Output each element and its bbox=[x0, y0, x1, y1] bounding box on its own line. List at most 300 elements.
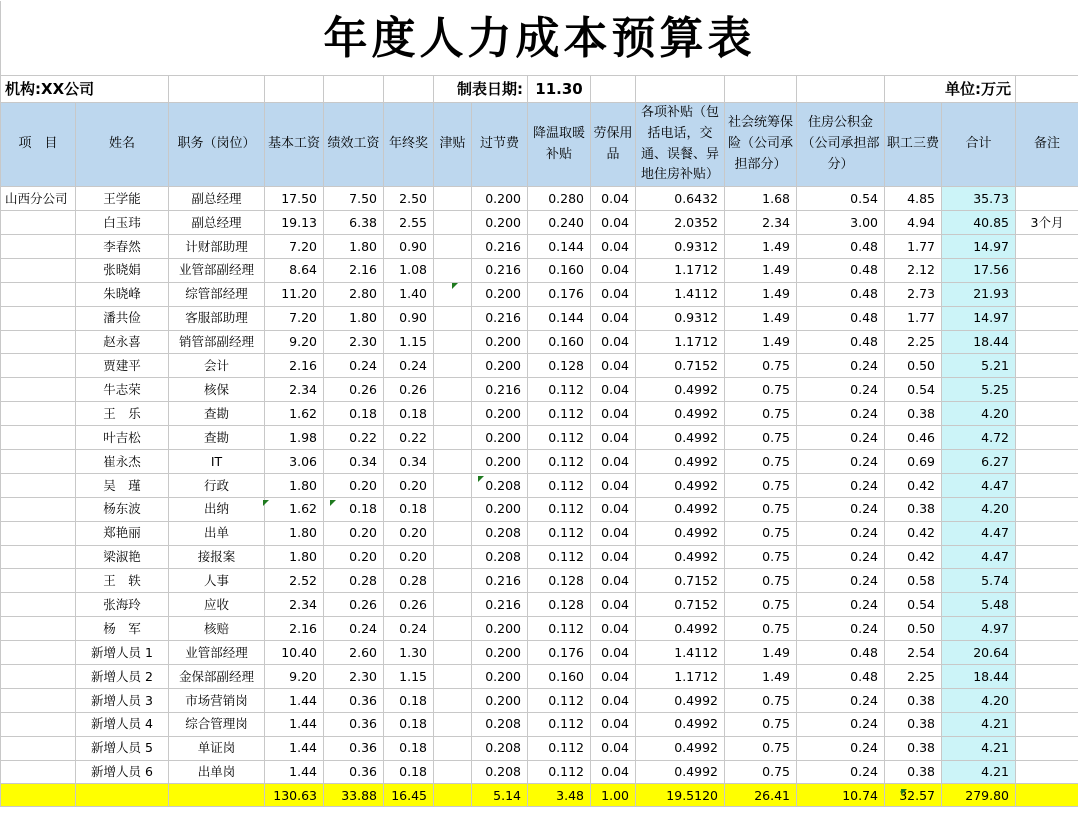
table-cell[interactable]: 0.04 bbox=[591, 569, 636, 593]
table-cell[interactable]: 0.240 bbox=[528, 211, 591, 235]
table-cell[interactable]: 2.25 bbox=[885, 665, 942, 689]
table-cell[interactable]: 新增人员 3 bbox=[76, 688, 169, 712]
table-cell[interactable]: 1.77 bbox=[885, 234, 942, 258]
total-cell[interactable]: 5.48 bbox=[942, 593, 1016, 617]
table-cell[interactable] bbox=[434, 736, 472, 760]
table-cell[interactable] bbox=[1, 306, 76, 330]
table-cell[interactable]: 2.55 bbox=[384, 211, 434, 235]
empty-cell[interactable] bbox=[636, 76, 725, 103]
table-cell[interactable]: 0.38 bbox=[885, 760, 942, 784]
table-cell[interactable]: 0.75 bbox=[725, 497, 797, 521]
table-cell[interactable]: 1.77 bbox=[885, 306, 942, 330]
date-label[interactable]: 制表日期: bbox=[434, 76, 528, 103]
table-cell[interactable]: 0.90 bbox=[384, 234, 434, 258]
total-cell[interactable]: 4.21 bbox=[942, 760, 1016, 784]
column-header[interactable]: 备注 bbox=[1016, 103, 1078, 187]
table-cell[interactable] bbox=[1016, 593, 1078, 617]
table-cell[interactable]: 接报案 bbox=[169, 545, 265, 569]
table-cell[interactable]: 0.75 bbox=[725, 688, 797, 712]
empty-cell[interactable] bbox=[169, 76, 265, 103]
table-cell[interactable] bbox=[169, 784, 265, 807]
table-cell[interactable]: 0.200 bbox=[472, 449, 528, 473]
table-cell[interactable] bbox=[1, 497, 76, 521]
total-cell[interactable]: 5.74 bbox=[942, 569, 1016, 593]
table-cell[interactable]: 0.22 bbox=[384, 426, 434, 450]
table-cell[interactable]: 金保部副经理 bbox=[169, 665, 265, 689]
table-cell[interactable]: 26.41 bbox=[725, 784, 797, 807]
table-cell[interactable]: 0.54 bbox=[885, 378, 942, 402]
table-cell[interactable]: 0.38 bbox=[885, 712, 942, 736]
table-cell[interactable]: 1.62 bbox=[265, 497, 324, 521]
table-cell[interactable] bbox=[434, 712, 472, 736]
table-cell[interactable]: 19.13 bbox=[265, 211, 324, 235]
table-cell[interactable]: 0.24 bbox=[797, 449, 885, 473]
table-cell[interactable]: 1.44 bbox=[265, 712, 324, 736]
table-cell[interactable]: 0.38 bbox=[885, 736, 942, 760]
table-cell[interactable]: 0.216 bbox=[472, 258, 528, 282]
table-cell[interactable]: 0.112 bbox=[528, 449, 591, 473]
table-cell[interactable]: 0.18 bbox=[384, 688, 434, 712]
table-cell[interactable]: 0.20 bbox=[384, 473, 434, 497]
table-cell[interactable]: 0.75 bbox=[725, 378, 797, 402]
table-cell[interactable] bbox=[1, 760, 76, 784]
table-cell[interactable]: 综合管理岗 bbox=[169, 712, 265, 736]
table-cell[interactable]: 王 乐 bbox=[76, 402, 169, 426]
table-cell[interactable]: 0.112 bbox=[528, 760, 591, 784]
table-cell[interactable]: 0.200 bbox=[472, 282, 528, 306]
table-cell[interactable]: 1.00 bbox=[591, 784, 636, 807]
table-cell[interactable]: 2.60 bbox=[324, 641, 384, 665]
table-cell[interactable]: 0.04 bbox=[591, 593, 636, 617]
table-cell[interactable]: 0.176 bbox=[528, 641, 591, 665]
table-cell[interactable]: 0.54 bbox=[797, 187, 885, 211]
table-cell[interactable] bbox=[1, 282, 76, 306]
table-cell[interactable]: 0.128 bbox=[528, 569, 591, 593]
table-cell[interactable]: 0.216 bbox=[472, 378, 528, 402]
table-cell[interactable]: 0.112 bbox=[528, 688, 591, 712]
table-cell[interactable]: 0.50 bbox=[885, 617, 942, 641]
table-cell[interactable]: 0.4992 bbox=[636, 497, 725, 521]
total-cell[interactable]: 4.47 bbox=[942, 473, 1016, 497]
table-cell[interactable]: 0.20 bbox=[384, 521, 434, 545]
table-cell[interactable]: 0.280 bbox=[528, 187, 591, 211]
table-cell[interactable]: 0.24 bbox=[797, 760, 885, 784]
table-cell[interactable]: 0.112 bbox=[528, 378, 591, 402]
table-cell[interactable]: 新增人员 2 bbox=[76, 665, 169, 689]
table-cell[interactable]: 潘共俭 bbox=[76, 306, 169, 330]
table-cell[interactable]: 出单 bbox=[169, 521, 265, 545]
table-cell[interactable]: 0.160 bbox=[528, 258, 591, 282]
table-cell[interactable] bbox=[1, 617, 76, 641]
table-cell[interactable]: 0.18 bbox=[324, 402, 384, 426]
table-cell[interactable]: 业管部副经理 bbox=[169, 258, 265, 282]
table-cell[interactable]: 0.58 bbox=[885, 569, 942, 593]
table-cell[interactable] bbox=[76, 784, 169, 807]
table-cell[interactable]: 0.9312 bbox=[636, 306, 725, 330]
table-cell[interactable]: 张海玲 bbox=[76, 593, 169, 617]
table-cell[interactable]: 0.24 bbox=[797, 473, 885, 497]
table-cell[interactable]: 0.34 bbox=[384, 449, 434, 473]
table-cell[interactable] bbox=[1016, 473, 1078, 497]
table-cell[interactable]: 0.28 bbox=[324, 569, 384, 593]
table-cell[interactable] bbox=[1016, 784, 1078, 807]
table-cell[interactable]: 3.48 bbox=[528, 784, 591, 807]
table-cell[interactable]: 朱晓峰 bbox=[76, 282, 169, 306]
table-cell[interactable]: 2.16 bbox=[265, 354, 324, 378]
table-cell[interactable] bbox=[434, 473, 472, 497]
table-cell[interactable]: 1.49 bbox=[725, 641, 797, 665]
table-cell[interactable]: 0.7152 bbox=[636, 593, 725, 617]
table-cell[interactable]: 0.160 bbox=[528, 330, 591, 354]
table-cell[interactable]: 0.04 bbox=[591, 665, 636, 689]
table-cell[interactable]: 0.90 bbox=[384, 306, 434, 330]
table-cell[interactable]: 0.200 bbox=[472, 641, 528, 665]
table-cell[interactable]: 1.15 bbox=[384, 665, 434, 689]
table-cell[interactable]: 0.24 bbox=[797, 354, 885, 378]
table-cell[interactable]: 0.200 bbox=[472, 330, 528, 354]
table-cell[interactable]: 0.04 bbox=[591, 497, 636, 521]
column-header[interactable]: 年终奖 bbox=[384, 103, 434, 187]
table-cell[interactable]: 0.36 bbox=[324, 712, 384, 736]
table-cell[interactable] bbox=[434, 234, 472, 258]
table-cell[interactable]: 130.63 bbox=[265, 784, 324, 807]
table-cell[interactable]: 0.22 bbox=[324, 426, 384, 450]
table-cell[interactable]: 0.200 bbox=[472, 497, 528, 521]
table-cell[interactable]: 副总经理 bbox=[169, 211, 265, 235]
table-cell[interactable]: 0.200 bbox=[472, 354, 528, 378]
empty-cell[interactable] bbox=[797, 76, 885, 103]
table-cell[interactable]: 0.04 bbox=[591, 473, 636, 497]
table-cell[interactable]: 8.64 bbox=[265, 258, 324, 282]
table-cell[interactable]: 2.50 bbox=[384, 187, 434, 211]
table-cell[interactable]: 0.200 bbox=[472, 617, 528, 641]
table-cell[interactable]: 0.200 bbox=[472, 187, 528, 211]
table-cell[interactable]: 核保 bbox=[169, 378, 265, 402]
table-cell[interactable]: 0.208 bbox=[472, 473, 528, 497]
table-cell[interactable]: 0.200 bbox=[472, 688, 528, 712]
table-cell[interactable] bbox=[1016, 760, 1078, 784]
table-cell[interactable]: 白玉玮 bbox=[76, 211, 169, 235]
table-cell[interactable] bbox=[1, 211, 76, 235]
table-cell[interactable]: 0.18 bbox=[324, 497, 384, 521]
table-cell[interactable]: 0.112 bbox=[528, 617, 591, 641]
table-cell[interactable]: 0.04 bbox=[591, 688, 636, 712]
table-cell[interactable]: 0.48 bbox=[797, 282, 885, 306]
total-cell[interactable]: 40.85 bbox=[942, 211, 1016, 235]
table-cell[interactable]: 0.20 bbox=[324, 473, 384, 497]
table-cell[interactable]: 单证岗 bbox=[169, 736, 265, 760]
table-cell[interactable]: 2.16 bbox=[324, 258, 384, 282]
table-cell[interactable] bbox=[434, 521, 472, 545]
table-cell[interactable] bbox=[1016, 402, 1078, 426]
table-cell[interactable]: 0.18 bbox=[384, 736, 434, 760]
total-cell[interactable]: 4.20 bbox=[942, 688, 1016, 712]
table-cell[interactable] bbox=[1016, 736, 1078, 760]
total-cell[interactable]: 18.44 bbox=[942, 330, 1016, 354]
table-cell[interactable] bbox=[1, 473, 76, 497]
table-cell[interactable]: 0.36 bbox=[324, 688, 384, 712]
table-cell[interactable] bbox=[434, 593, 472, 617]
table-cell[interactable]: 0.36 bbox=[324, 736, 384, 760]
table-cell[interactable]: 查勘 bbox=[169, 402, 265, 426]
table-cell[interactable] bbox=[434, 378, 472, 402]
table-cell[interactable]: 0.24 bbox=[324, 617, 384, 641]
table-cell[interactable]: 0.18 bbox=[384, 712, 434, 736]
table-cell[interactable]: 0.24 bbox=[797, 736, 885, 760]
table-cell[interactable]: 副总经理 bbox=[169, 187, 265, 211]
empty-cell[interactable] bbox=[725, 76, 797, 103]
table-cell[interactable] bbox=[1016, 234, 1078, 258]
table-cell[interactable] bbox=[434, 187, 472, 211]
column-header[interactable]: 绩效工资 bbox=[324, 103, 384, 187]
total-cell[interactable]: 4.21 bbox=[942, 712, 1016, 736]
table-cell[interactable]: 吴 瑾 bbox=[76, 473, 169, 497]
table-cell[interactable] bbox=[1016, 354, 1078, 378]
table-cell[interactable] bbox=[434, 665, 472, 689]
table-cell[interactable] bbox=[1016, 545, 1078, 569]
table-cell[interactable] bbox=[434, 354, 472, 378]
table-cell[interactable]: 1.40 bbox=[384, 282, 434, 306]
table-cell[interactable]: 0.75 bbox=[725, 449, 797, 473]
table-cell[interactable]: 崔永杰 bbox=[76, 449, 169, 473]
table-cell[interactable]: 10.40 bbox=[265, 641, 324, 665]
table-cell[interactable]: 7.50 bbox=[324, 187, 384, 211]
table-cell[interactable]: 0.144 bbox=[528, 306, 591, 330]
table-cell[interactable]: 新增人员 1 bbox=[76, 641, 169, 665]
column-header[interactable]: 劳保用品 bbox=[591, 103, 636, 187]
table-cell[interactable]: 7.20 bbox=[265, 306, 324, 330]
table-cell[interactable]: 1.49 bbox=[725, 258, 797, 282]
table-cell[interactable] bbox=[1, 712, 76, 736]
table-cell[interactable] bbox=[434, 784, 472, 807]
table-cell[interactable]: 0.75 bbox=[725, 473, 797, 497]
table-cell[interactable]: 应收 bbox=[169, 593, 265, 617]
table-cell[interactable]: 0.18 bbox=[384, 760, 434, 784]
table-cell[interactable]: 新增人员 5 bbox=[76, 736, 169, 760]
table-cell[interactable]: 16.45 bbox=[384, 784, 434, 807]
empty-cell[interactable] bbox=[265, 76, 324, 103]
table-cell[interactable]: 2.34 bbox=[265, 378, 324, 402]
table-cell[interactable] bbox=[1, 593, 76, 617]
table-cell[interactable]: 0.4992 bbox=[636, 426, 725, 450]
table-cell[interactable]: 0.46 bbox=[885, 426, 942, 450]
table-cell[interactable]: 0.112 bbox=[528, 521, 591, 545]
table-cell[interactable]: 杨 军 bbox=[76, 617, 169, 641]
table-cell[interactable] bbox=[1016, 641, 1078, 665]
table-cell[interactable]: 0.48 bbox=[797, 641, 885, 665]
table-cell[interactable]: 0.04 bbox=[591, 306, 636, 330]
table-cell[interactable]: 2.30 bbox=[324, 665, 384, 689]
table-cell[interactable]: 0.208 bbox=[472, 760, 528, 784]
table-cell[interactable] bbox=[434, 258, 472, 282]
table-cell[interactable]: 0.75 bbox=[725, 617, 797, 641]
table-cell[interactable] bbox=[1, 736, 76, 760]
table-cell[interactable]: 0.20 bbox=[324, 521, 384, 545]
table-cell[interactable]: 0.128 bbox=[528, 354, 591, 378]
table-cell[interactable]: 0.48 bbox=[797, 330, 885, 354]
table-cell[interactable] bbox=[1, 569, 76, 593]
table-cell[interactable]: 1.1712 bbox=[636, 665, 725, 689]
total-cell[interactable]: 6.27 bbox=[942, 449, 1016, 473]
table-cell[interactable]: 17.50 bbox=[265, 187, 324, 211]
table-cell[interactable]: 0.24 bbox=[384, 617, 434, 641]
table-cell[interactable]: 1.1712 bbox=[636, 330, 725, 354]
table-cell[interactable]: 0.112 bbox=[528, 426, 591, 450]
table-cell[interactable] bbox=[1016, 688, 1078, 712]
table-cell[interactable] bbox=[434, 426, 472, 450]
table-cell[interactable] bbox=[434, 211, 472, 235]
table-cell[interactable]: 0.216 bbox=[472, 569, 528, 593]
table-cell[interactable] bbox=[1016, 497, 1078, 521]
table-cell[interactable]: 3个月 bbox=[1016, 211, 1078, 235]
table-cell[interactable]: 2.80 bbox=[324, 282, 384, 306]
table-cell[interactable]: 0.7152 bbox=[636, 354, 725, 378]
table-cell[interactable]: 0.75 bbox=[725, 712, 797, 736]
table-cell[interactable]: 计财部助理 bbox=[169, 234, 265, 258]
table-cell[interactable] bbox=[1016, 712, 1078, 736]
table-cell[interactable] bbox=[1, 449, 76, 473]
table-cell[interactable]: 山西分公司 bbox=[1, 187, 76, 211]
table-cell[interactable]: 张晓娟 bbox=[76, 258, 169, 282]
table-cell[interactable] bbox=[434, 330, 472, 354]
table-cell[interactable]: 0.38 bbox=[885, 688, 942, 712]
table-cell[interactable]: 2.34 bbox=[265, 593, 324, 617]
table-cell[interactable]: 0.4992 bbox=[636, 521, 725, 545]
table-cell[interactable]: 0.04 bbox=[591, 187, 636, 211]
table-cell[interactable] bbox=[1, 665, 76, 689]
total-cell[interactable]: 18.44 bbox=[942, 665, 1016, 689]
total-cell[interactable]: 5.25 bbox=[942, 378, 1016, 402]
table-cell[interactable]: 0.42 bbox=[885, 545, 942, 569]
table-cell[interactable]: 0.50 bbox=[885, 354, 942, 378]
table-cell[interactable] bbox=[1016, 449, 1078, 473]
table-cell[interactable]: 0.128 bbox=[528, 593, 591, 617]
table-cell[interactable]: 人事 bbox=[169, 569, 265, 593]
table-cell[interactable]: 0.6432 bbox=[636, 187, 725, 211]
table-cell[interactable]: 0.48 bbox=[797, 665, 885, 689]
table-cell[interactable]: 0.112 bbox=[528, 402, 591, 426]
table-cell[interactable]: 0.112 bbox=[528, 545, 591, 569]
table-cell[interactable]: 1.98 bbox=[265, 426, 324, 450]
table-cell[interactable]: 0.48 bbox=[797, 234, 885, 258]
table-cell[interactable]: 0.18 bbox=[384, 497, 434, 521]
table-cell[interactable]: 1.49 bbox=[725, 306, 797, 330]
table-cell[interactable] bbox=[1016, 187, 1078, 211]
table-cell[interactable]: 1.62 bbox=[265, 402, 324, 426]
table-cell[interactable]: 33.88 bbox=[324, 784, 384, 807]
table-cell[interactable]: 0.48 bbox=[797, 306, 885, 330]
table-cell[interactable]: 3.00 bbox=[797, 211, 885, 235]
table-cell[interactable] bbox=[1, 354, 76, 378]
empty-cell[interactable] bbox=[1016, 76, 1078, 103]
table-cell[interactable]: 0.04 bbox=[591, 234, 636, 258]
table-cell[interactable] bbox=[1016, 665, 1078, 689]
table-cell[interactable]: 0.26 bbox=[324, 593, 384, 617]
column-header[interactable]: 职务（岗位） bbox=[169, 103, 265, 187]
column-header[interactable]: 职工三费 bbox=[885, 103, 942, 187]
table-cell[interactable]: 0.04 bbox=[591, 330, 636, 354]
total-cell[interactable]: 5.21 bbox=[942, 354, 1016, 378]
table-cell[interactable] bbox=[1016, 569, 1078, 593]
table-cell[interactable]: 0.75 bbox=[725, 402, 797, 426]
table-cell[interactable]: 0.28 bbox=[384, 569, 434, 593]
table-cell[interactable] bbox=[434, 402, 472, 426]
table-cell[interactable]: IT bbox=[169, 449, 265, 473]
table-cell[interactable]: 5.14 bbox=[472, 784, 528, 807]
table-cell[interactable] bbox=[1016, 426, 1078, 450]
table-cell[interactable]: 0.04 bbox=[591, 617, 636, 641]
table-cell[interactable] bbox=[434, 617, 472, 641]
table-cell[interactable]: 0.04 bbox=[591, 354, 636, 378]
column-header[interactable]: 过节费 bbox=[472, 103, 528, 187]
table-cell[interactable]: 32.57 bbox=[885, 784, 942, 807]
table-cell[interactable] bbox=[434, 545, 472, 569]
total-cell[interactable]: 14.97 bbox=[942, 306, 1016, 330]
table-cell[interactable]: 0.38 bbox=[885, 402, 942, 426]
table-cell[interactable]: 0.216 bbox=[472, 234, 528, 258]
table-cell[interactable]: 0.04 bbox=[591, 449, 636, 473]
table-cell[interactable]: 0.208 bbox=[472, 521, 528, 545]
table-cell[interactable]: 市场营销岗 bbox=[169, 688, 265, 712]
table-cell[interactable]: 0.18 bbox=[384, 402, 434, 426]
table-cell[interactable]: 0.24 bbox=[324, 354, 384, 378]
empty-cell[interactable] bbox=[384, 76, 434, 103]
table-cell[interactable]: 0.24 bbox=[797, 617, 885, 641]
table-cell[interactable] bbox=[1, 426, 76, 450]
table-cell[interactable]: 0.112 bbox=[528, 497, 591, 521]
total-cell[interactable]: 17.56 bbox=[942, 258, 1016, 282]
column-header[interactable]: 社会统筹保险（公司承担部分） bbox=[725, 103, 797, 187]
table-cell[interactable]: 0.208 bbox=[472, 545, 528, 569]
table-cell[interactable]: 0.36 bbox=[324, 760, 384, 784]
table-cell[interactable] bbox=[1, 330, 76, 354]
table-cell[interactable]: 0.04 bbox=[591, 211, 636, 235]
table-cell[interactable]: 1.30 bbox=[384, 641, 434, 665]
table-cell[interactable]: 行政 bbox=[169, 473, 265, 497]
table-cell[interactable]: 1.44 bbox=[265, 688, 324, 712]
table-cell[interactable]: 叶吉松 bbox=[76, 426, 169, 450]
table-cell[interactable]: 0.26 bbox=[324, 378, 384, 402]
table-cell[interactable]: 10.74 bbox=[797, 784, 885, 807]
table-cell[interactable]: 0.24 bbox=[797, 545, 885, 569]
table-cell[interactable]: 0.04 bbox=[591, 760, 636, 784]
table-cell[interactable]: 0.200 bbox=[472, 402, 528, 426]
column-header[interactable]: 项 目 bbox=[1, 103, 76, 187]
column-header[interactable]: 津贴 bbox=[434, 103, 472, 187]
table-cell[interactable]: 会计 bbox=[169, 354, 265, 378]
table-cell[interactable] bbox=[1, 234, 76, 258]
table-cell[interactable]: 2.30 bbox=[324, 330, 384, 354]
table-cell[interactable]: 0.20 bbox=[324, 545, 384, 569]
table-cell[interactable]: 9.20 bbox=[265, 330, 324, 354]
table-cell[interactable]: 郑艳丽 bbox=[76, 521, 169, 545]
table-cell[interactable]: 6.38 bbox=[324, 211, 384, 235]
table-cell[interactable] bbox=[1, 784, 76, 807]
table-cell[interactable]: 1.49 bbox=[725, 282, 797, 306]
table-cell[interactable]: 2.73 bbox=[885, 282, 942, 306]
table-cell[interactable]: 0.160 bbox=[528, 665, 591, 689]
table-cell[interactable]: 0.4992 bbox=[636, 688, 725, 712]
table-cell[interactable]: 0.42 bbox=[885, 473, 942, 497]
empty-cell[interactable] bbox=[591, 76, 636, 103]
table-cell[interactable]: 王学能 bbox=[76, 187, 169, 211]
table-cell[interactable]: 0.4992 bbox=[636, 378, 725, 402]
table-cell[interactable]: 0.75 bbox=[725, 354, 797, 378]
column-header[interactable]: 合计 bbox=[942, 103, 1016, 187]
table-cell[interactable]: 0.176 bbox=[528, 282, 591, 306]
table-cell[interactable]: 王 轶 bbox=[76, 569, 169, 593]
table-cell[interactable]: 2.34 bbox=[725, 211, 797, 235]
